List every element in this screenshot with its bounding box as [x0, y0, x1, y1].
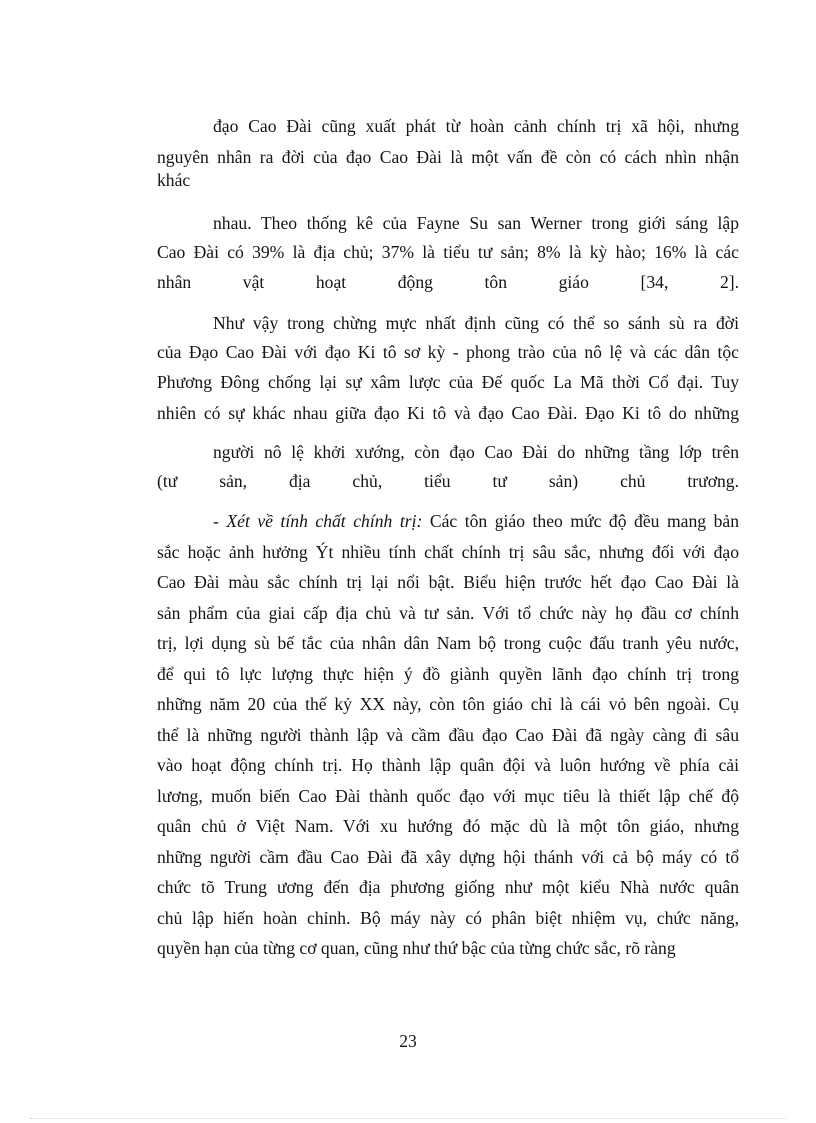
- paragraph-line: trị, lợi dụng sù bế tắc của nhân dân Nam bộ trong cuộc đấu tranh yêu nước,: [157, 633, 739, 653]
- section-lead: - Xét về tính chất chính trị:: [213, 511, 423, 531]
- paragraph-line: để qui tô lực lượng thực hiện ý đồ giành quyền lãnh đạo chính trị trong: [157, 664, 739, 684]
- paragraph-line: quyền hạn của từng cơ quan, cũng như thứ bậc của từng chức sắc, rõ ràng: [157, 938, 676, 958]
- page-bottom-divider: [30, 1118, 786, 1119]
- paragraph-line: thể là những người thành lập và cầm đầu đạo Cao Đài đã ngày càng đi sâu: [157, 725, 739, 745]
- paragraph-line: [213, 509, 739, 533]
- paragraph-line: Phương Đông chống lại sự xâm lược của Đế quốc La Mã thời Cổ đại. Tuy: [157, 372, 739, 392]
- paragraph-line: nhiên có sự khác nhau giữa đạo Ki tô và đạo Cao Đài. Đạo Ki tô do những: [157, 403, 739, 423]
- paragraph-line: nhân vật hoạt động tôn giáo [34, 2].: [157, 272, 739, 292]
- paragraph-line: lương, muốn biến Cao Đài thành quốc đạo với mục tiêu là thiết lập chế độ: [157, 786, 739, 806]
- paragraph-line: những năm 20 của thế kỷ XX này, còn tôn giáo chỉ là cái vỏ bên ngoài. Cụ: [157, 694, 739, 714]
- section-lead-text: Các tôn giáo theo mức độ đều mang bản: [429, 511, 739, 531]
- paragraph-line: sản phẩm của giai cấp địa chủ và tư sản. Với tổ chức này họ đầu cơ chính: [157, 603, 739, 623]
- paragraph-line: (tư sản, địa chủ, tiểu tư sản) chủ trương.: [157, 471, 739, 491]
- paragraph-line: vào hoạt động chính trị. Họ thành lập quân đội và luôn hướng về phía cải: [157, 755, 739, 775]
- paragraph-line: Cao Đài màu sắc chính trị lại nổi bật. Biểu hiện trước hết đạo Cao Đài là: [157, 572, 739, 592]
- paragraph-line: chủ lập hiến hoàn chỉnh. Bộ máy này có phân biệt nhiệm vụ, chức năng,: [157, 908, 739, 928]
- paragraph-line: quân chủ ở Việt Nam. Với xu hướng đó mặc dù là một tôn giáo, nhưng: [157, 816, 739, 836]
- paragraph-line: người nô lệ khởi xướng, còn đạo Cao Đài do những tầng lớp trên: [213, 442, 739, 462]
- paragraph-line: nhau. Theo thống kê của Fayne Su san Werner trong giới sáng lập: [213, 213, 739, 233]
- paragraph-line: Cao Đài có 39% là địa chủ; 37% là tiểu tư sản; 8% là kỳ hào; 16% là các: [157, 242, 739, 262]
- paragraph-line: Như vậy trong chừng mực nhất định cũng có thể so sánh sù ra đời: [213, 313, 739, 333]
- page-number: 23: [399, 1031, 417, 1051]
- paragraph-line: sắc hoặc ảnh hưởng Ýt nhiều tính chất chính trị sâu sắc, nhưng đối với đạo: [157, 542, 739, 562]
- paragraph-line: đạo Cao Đài cũng xuất phát từ hoàn cảnh chính trị xã hội, nhưng: [213, 116, 739, 136]
- paragraph-line: khác: [157, 170, 191, 190]
- paragraph-line: những người cầm đầu Cao Đài đã xây dựng hội thánh với cả bộ máy có tổ: [157, 847, 739, 867]
- paragraph-line: nguyên nhân ra đời của đạo Cao Đài là một vấn đề còn có cách nhìn nhận: [157, 147, 739, 167]
- paragraph-line: chức tõ Trung ương đến địa phương giống như một kiểu Nhà nước quân: [157, 877, 739, 897]
- paragraph-line: của Đạo Cao Đài với đạo Ki tô sơ kỳ - phong trào của nô lệ và các dân tộc: [157, 342, 739, 362]
